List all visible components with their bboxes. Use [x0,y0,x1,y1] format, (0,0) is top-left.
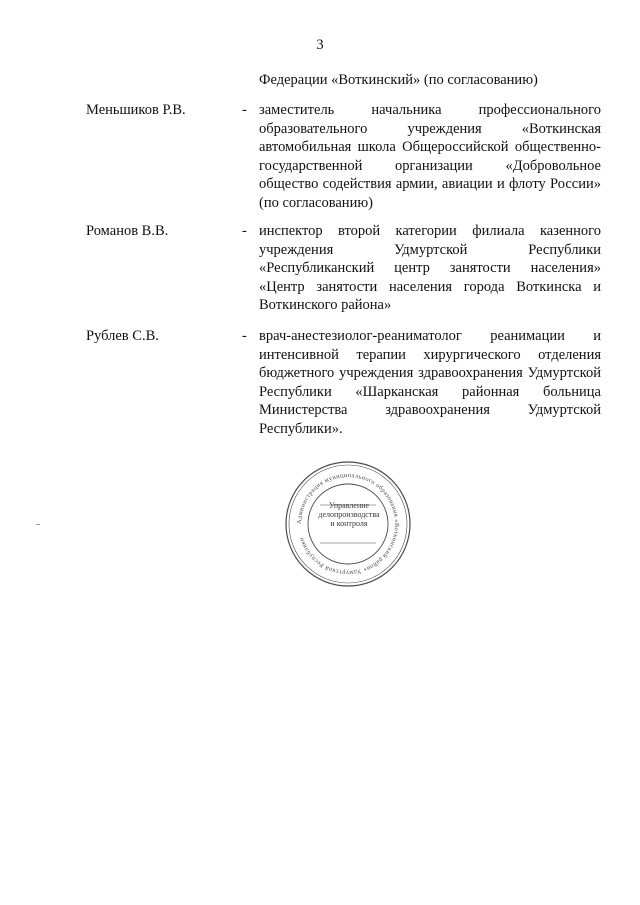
member-name: Романов В.В. [86,223,169,239]
stamp-center-text [318,501,380,528]
stamp-line: Управление [328,501,370,510]
member-name: Меньшиков Р.В. [86,102,186,118]
continuation-line: Федерации «Воткинский» (по согласованию) [259,72,538,88]
member-dash: - [242,328,247,344]
stamp-ring-tspan: Администрация муниципального образования «Воткинский район» Удмуртской Республики [295,471,401,577]
member-name: Рублев С.В. [86,328,159,344]
stamp-line: и контроля [330,519,368,528]
member-dash: - [242,102,247,118]
margin-mark [36,524,40,525]
page-number: 3 [316,37,324,53]
member-dash: - [242,223,247,239]
member-description: врач-анестезиолог-реаниматолог реанимации и интенсивной терапии хирургического отделения бюджетного учреждения здравоохранения Удмуртской Республики «Шарканская районная больница Министерства здравоохранения Удмуртской Республики». [259,328,601,437]
official-stamp [283,459,413,589]
member-description: инспектор второй категории филиала казенного учреждения Удмуртской Республики «Республиканский центр занятости населения» «Центр занятости населения города Воткинска и Воткинского района» [259,223,601,313]
stamp-line: делопроизводства [318,510,380,519]
member-description: заместитель начальника профессионального образовательного учреждения «Воткинская автомобильная школа Общероссийской общественно-государственной организации «Добровольное общество содействия армии, авиации и флоту России» (по согласованию) [259,102,601,211]
